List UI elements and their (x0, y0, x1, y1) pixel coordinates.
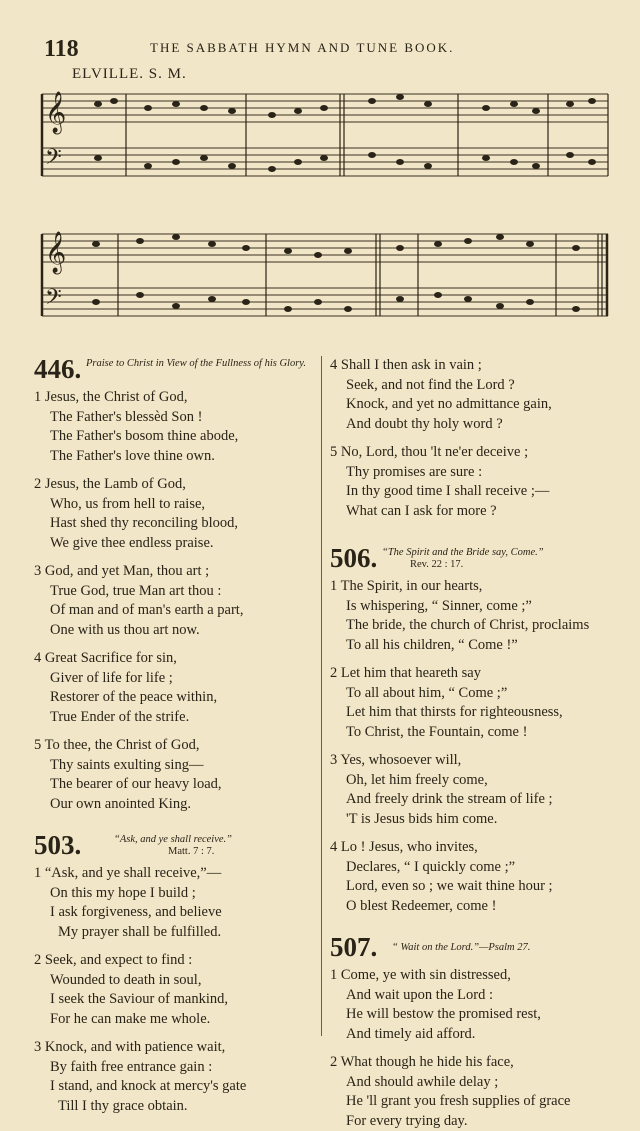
verse-line: By faith free entrance gain : (34, 1058, 316, 1078)
hymn-446-stanza-2 (34, 475, 316, 553)
hymn-506-stanza-4 (330, 838, 612, 916)
hymn-number: 503. (34, 832, 81, 858)
hymn-446-stanza-5 (34, 736, 316, 814)
music-system-2 (36, 220, 612, 330)
hymn-446-heading (34, 356, 316, 388)
bass-staff (42, 288, 608, 316)
column-divider (321, 356, 322, 1036)
hymn-title: “Ask, and ye shall receive.” (114, 834, 232, 846)
verse-line: Is whispering, “ Sinner, come ;” (330, 597, 612, 617)
verse-line: Who, us from hell to raise, (34, 495, 316, 515)
verse-line: 3 Knock, and with patience wait, (34, 1038, 316, 1058)
notes (92, 234, 580, 312)
hymn-title: Praise to Christ in View of the Fullness of his Glory. (86, 358, 316, 370)
verse-line: O blest Redeemer, come ! (330, 897, 612, 917)
verse-line: True God, true Man art thou : (34, 582, 316, 602)
notes (94, 94, 596, 172)
running-title: THE SABBATH HYMN AND TUNE BOOK. (150, 40, 454, 56)
verse-line: 3 Yes, whosoever will, (330, 751, 612, 771)
verse-line: 1 Come, ye with sin distressed, (330, 966, 612, 986)
verse-line: Hast shed thy reconciling blood, (34, 514, 316, 534)
verse-line: On this my hope I build ; (34, 884, 316, 904)
verse-line: The Father's love thine own. (34, 447, 316, 467)
verse-line: Declares, “ I quickly come ;” (330, 858, 612, 878)
verse-line: Oh, let him freely come, (330, 771, 612, 791)
hymn-reference: Matt. 7 : 7. (168, 846, 214, 858)
verse-line: 4 Shall I then ask in vain ; (330, 356, 612, 376)
verse-line: To all his children, “ Come !” (330, 636, 612, 656)
verse-line: 'T is Jesus bids him come. (330, 810, 612, 830)
verse-line: 2 Let him that heareth say (330, 664, 612, 684)
page-header (0, 36, 640, 66)
verse-line: Let him that thirsts for righteousness, (330, 703, 612, 723)
verse-line: I seek the Saviour of mankind, (34, 990, 316, 1010)
verse-line: Lord, even so ; we wait thine hour ; (330, 877, 612, 897)
tune-name: ELVILLE. S. M. (72, 66, 187, 83)
hymn-506-stanza-3 (330, 751, 612, 829)
verse-line: Thy promises are sure : (330, 463, 612, 483)
verse-line: Till I thy grace obtain. (34, 1097, 316, 1117)
verse-line: I ask forgiveness, and believe (34, 903, 316, 923)
verse-line: What can I ask for more ? (330, 502, 612, 522)
verse-line: 1 Jesus, the Christ of God, (34, 388, 316, 408)
verse-line: For every trying day. (330, 1112, 612, 1131)
verse-line: Seek, and not find the Lord ? (330, 376, 612, 396)
music-system-1 (36, 86, 612, 196)
verse-line: The bearer of our heavy load, (34, 775, 316, 795)
hymn-446-stanza-4 (34, 649, 316, 727)
hymn-503-stanza-2 (34, 951, 316, 1029)
verse-line: 1 “Ask, and ye shall receive,”— (34, 864, 316, 884)
verse-line: We give thee endless praise. (34, 534, 316, 554)
verse-line: I stand, and knock at mercy's gate (34, 1077, 316, 1097)
verse-line: True Ender of the strife. (34, 708, 316, 728)
verse-line: And wait upon the Lord : (330, 986, 612, 1006)
hymn-503-stanza-3 (34, 1038, 316, 1116)
verse-line: And should awhile delay ; (330, 1073, 612, 1093)
verse-line: 2 Seek, and expect to find : (34, 951, 316, 971)
verse-line: The Father's bosom thine abode, (34, 427, 316, 447)
verse-line: The bride, the church of Christ, proclaims (330, 616, 612, 636)
treble-clef-icon: 𝄞 (45, 231, 66, 274)
verse-line: And freely drink the stream of life ; (330, 790, 612, 810)
verse-line: Of man and of man's earth a part, (34, 601, 316, 621)
hymn-446-stanza-1 (34, 388, 316, 466)
hymn-title: “ Wait on the Lord.”—Psalm 27. (392, 942, 530, 954)
hymn-title: “The Spirit and the Bride say, Come.” (382, 547, 612, 559)
verse-line: Knock, and yet no admittance gain, (330, 395, 612, 415)
hymn-503-stanza-1 (34, 864, 316, 942)
verse-line: 2 Jesus, the Lamb of God, (34, 475, 316, 495)
verse-line: He 'll grant you fresh supplies of grace (330, 1092, 612, 1112)
verse-line: He will bestow the promised rest, (330, 1005, 612, 1025)
page-number: 118 (44, 36, 79, 63)
left-column (34, 356, 316, 1116)
verse-line: 5 No, Lord, thou 'lt ne'er deceive ; (330, 443, 612, 463)
hymn-506-stanza-1 (330, 577, 612, 655)
hymn-507-stanza-1 (330, 966, 612, 1044)
verse-line: 5 To thee, the Christ of God, (34, 736, 316, 756)
verse-line: 4 Great Sacrifice for sin, (34, 649, 316, 669)
verse-line: One with us thou art now. (34, 621, 316, 641)
verse-line: Wounded to death in soul, (34, 971, 316, 991)
verse-line: The Father's blessèd Son ! (34, 408, 316, 428)
verse-line: To Christ, the Fountain, come ! (330, 723, 612, 743)
verse-line: 2 What though he hide his face, (330, 1053, 612, 1073)
hymn-number: 507. (330, 934, 377, 960)
bass-staff (42, 148, 608, 176)
verse-line: 3 God, and yet Man, thou art ; (34, 562, 316, 582)
verse-line: 4 Lo ! Jesus, who invites, (330, 838, 612, 858)
hymn-number: 446. (34, 356, 81, 382)
verse-line: And timely aid afford. (330, 1025, 612, 1045)
hymn-503-heading (34, 832, 316, 864)
verse-line: In thy good time I shall receive ;— (330, 482, 612, 502)
barlines (42, 234, 607, 316)
verse-line: To all about him, “ Come ;” (330, 684, 612, 704)
hymn-number: 506. (330, 545, 377, 571)
hymn-506-stanza-2 (330, 664, 612, 742)
hymn-503-stanza-5 (330, 443, 612, 521)
hymn-506-heading (330, 545, 612, 577)
verse-line: My prayer shall be fulfilled. (34, 923, 316, 943)
bass-clef-icon: 𝄢 (45, 285, 62, 314)
right-column (330, 356, 612, 1131)
verse-line: Our own anointed King. (34, 795, 316, 815)
verse-line: For he can make me whole. (34, 1010, 316, 1030)
verse-line: And doubt thy holy word ? (330, 415, 612, 435)
verse-line: Giver of life for life ; (34, 669, 316, 689)
verse-line: Restorer of the peace within, (34, 688, 316, 708)
treble-clef-icon: 𝄞 (45, 91, 66, 134)
bass-clef-icon: 𝄢 (45, 145, 62, 174)
hymn-503-stanza-4 (330, 356, 612, 434)
hymn-507-stanza-2 (330, 1053, 612, 1131)
hymn-446-stanza-3 (34, 562, 316, 640)
verse-line: Thy saints exulting sing— (34, 756, 316, 776)
treble-staff (42, 234, 608, 262)
hymn-507-heading (330, 934, 612, 966)
verse-line: 1 The Spirit, in our hearts, (330, 577, 612, 597)
hymn-reference: Rev. 22 : 17. (410, 559, 463, 571)
